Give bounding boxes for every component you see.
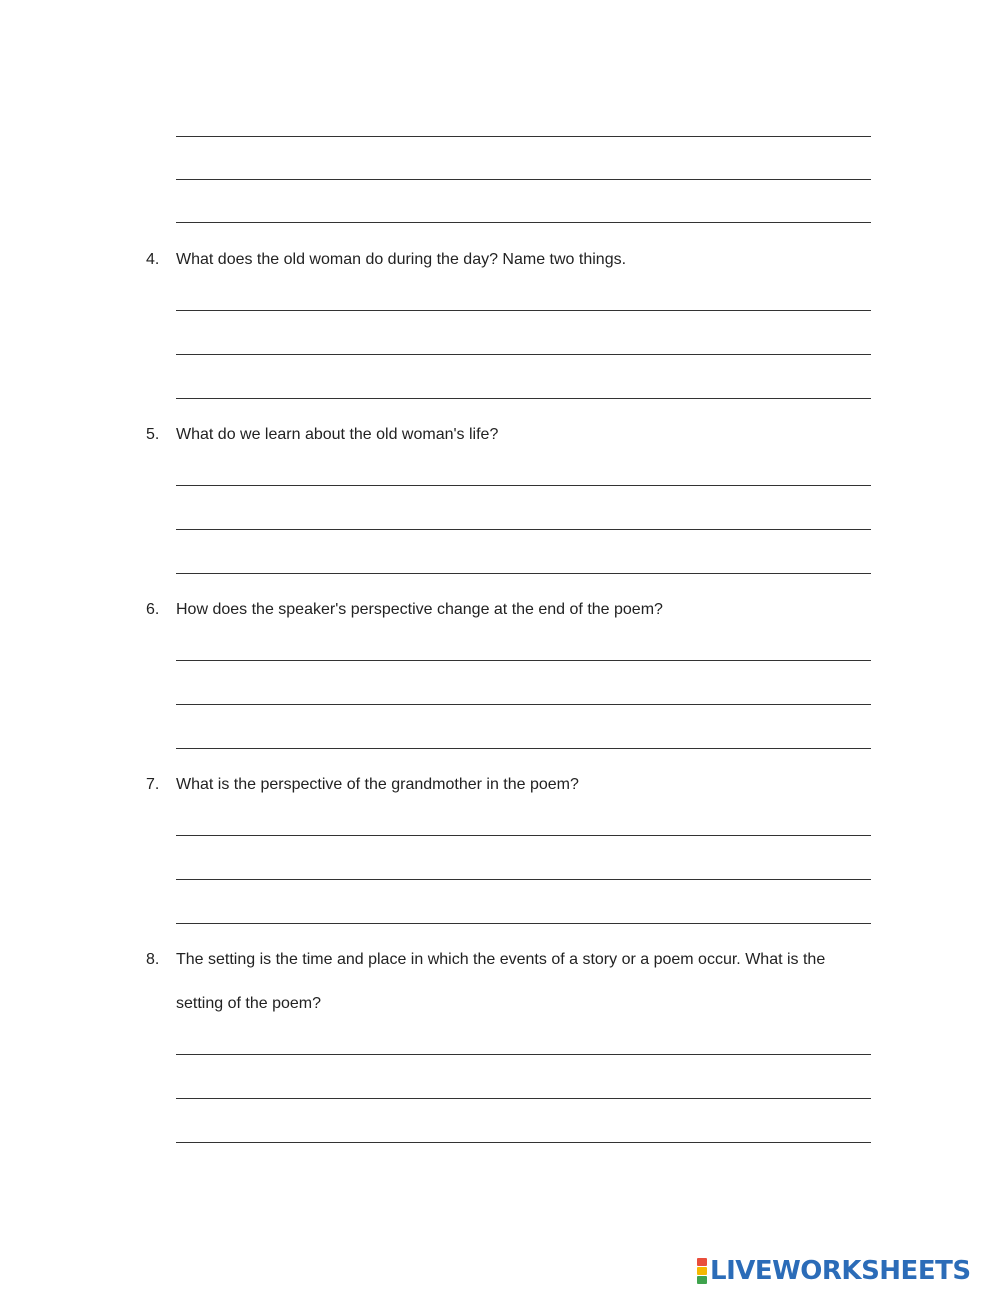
liveworksheets-logo	[697, 1254, 971, 1288]
answer-line-q4-3[interactable]	[176, 398, 871, 399]
answer-line-q4-1[interactable]	[176, 310, 871, 311]
question-number: 6.	[146, 601, 160, 618]
question-text-continued: setting of the poem?	[176, 995, 321, 1012]
answer-line-q3-2[interactable]	[176, 179, 871, 180]
answer-line-q5-3[interactable]	[176, 573, 871, 574]
answer-line-q5-2[interactable]	[176, 529, 871, 530]
logo-text: LIVEWORKSHEETS	[710, 1256, 971, 1286]
question-text: What do we learn about the old woman's life?	[176, 426, 499, 443]
question-number: 5.	[146, 426, 160, 443]
liveworksheets-logo-icon	[697, 1258, 707, 1284]
answer-line-q6-2[interactable]	[176, 704, 871, 705]
answer-line-q5-1[interactable]	[176, 485, 871, 486]
answer-line-q3-1[interactable]	[176, 136, 871, 137]
answer-line-q8-1[interactable]	[176, 1054, 871, 1055]
question-number: 4.	[146, 251, 160, 268]
answer-line-q6-1[interactable]	[176, 660, 871, 661]
answer-line-q4-2[interactable]	[176, 354, 871, 355]
answer-line-q7-2[interactable]	[176, 879, 871, 880]
answer-line-q8-3[interactable]	[176, 1142, 871, 1143]
question-number: 7.	[146, 776, 160, 793]
answer-line-q8-2[interactable]	[176, 1098, 871, 1099]
question-text: How does the speaker's perspective change at the end of the poem?	[176, 601, 663, 618]
answer-line-q3-3[interactable]	[176, 222, 871, 223]
question-text: What is the perspective of the grandmother in the poem?	[176, 776, 579, 793]
question-text: What does the old woman do during the day? Name two things.	[176, 251, 627, 268]
question-number: 8.	[146, 951, 160, 968]
answer-line-q7-3[interactable]	[176, 923, 871, 924]
answer-line-q7-1[interactable]	[176, 835, 871, 836]
question-text: The setting is the time and place in which the events of a story or a poem occur. What is the	[176, 951, 826, 968]
answer-line-q6-3[interactable]	[176, 748, 871, 749]
